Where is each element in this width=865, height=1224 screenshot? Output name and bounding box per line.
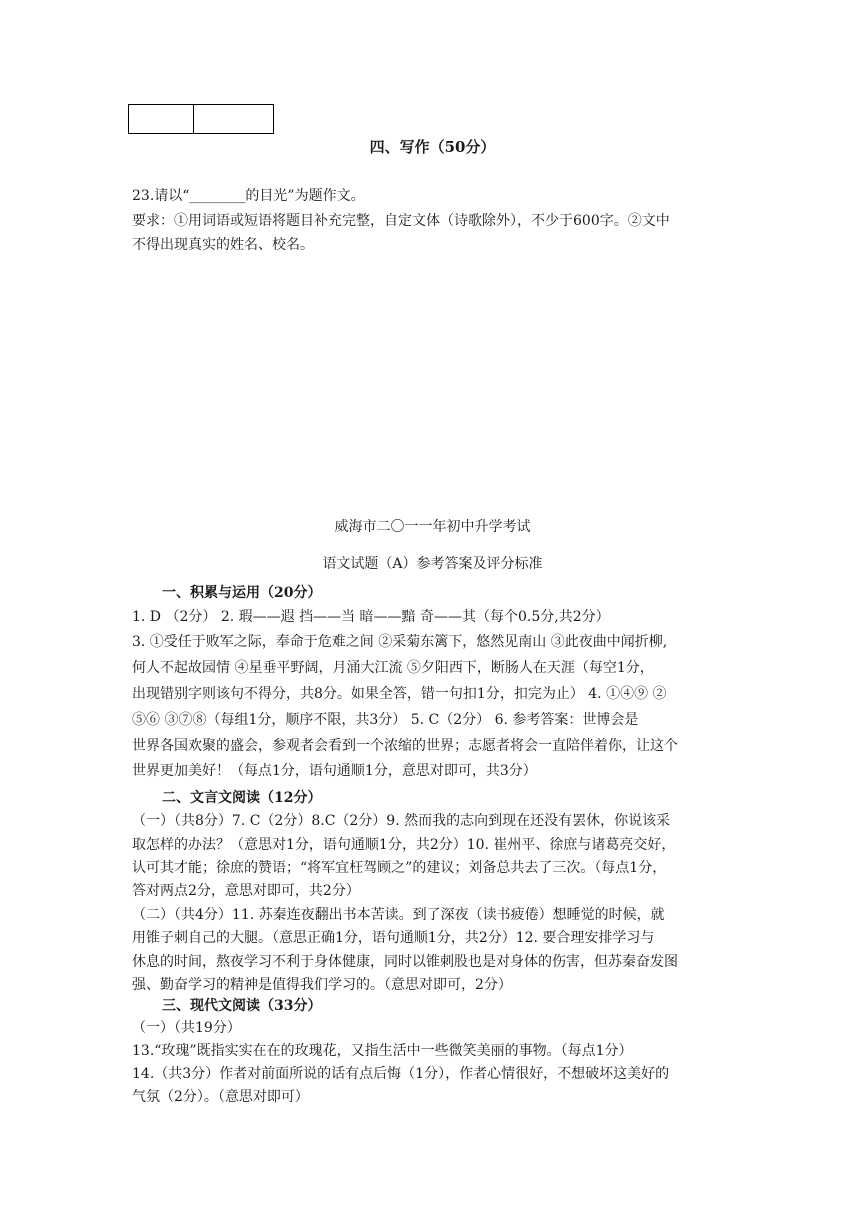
section-2-line: 强、勤奋学习的精神是值得我们学习的。（意思对即可，2分） xyxy=(132,977,512,993)
score-box xyxy=(128,104,274,134)
question-23: 23.请以“________的目光”为题作文。 xyxy=(132,188,365,204)
writing-heading: 四、写作（50分） xyxy=(369,138,496,156)
section-3-line: 14.（共3分）作者对前面所说的话有点后悔（1分），作者心情很好，不想破坏这美好的 xyxy=(132,1066,670,1082)
section-1-line: 世界更加美好！（每点1分，语句通顺1分，意思对即可，共3分） xyxy=(132,763,537,779)
section-3-line: 13.“玫瑰”既指实实在在的玫瑰花，又指生活中一些微笑美丽的事物。（每点1分） xyxy=(132,1043,633,1059)
section-3-heading: 三、现代文阅读（33分） xyxy=(162,998,322,1014)
section-2-line: 答对两点2分，意思对即可，共2分） xyxy=(132,883,360,899)
answer-key-subtitle: 语文试题（A）参考答案及评分标准 xyxy=(322,556,543,572)
section-1-line: 何人不起故园情 ④星垂平野阔，月涌大江流 ⑤夕阳西下，断肠人在天涯（每空1分， xyxy=(132,660,654,676)
section-2-heading: 二、文言文阅读（12分） xyxy=(162,790,322,806)
section-1-line: 出现错别字则该句不得分，共8分。如果全答，错一句扣1分，扣完为止） 4. ①④⑨ ② xyxy=(132,686,667,702)
section-1-line: ⑤⑥ ③⑦⑧（每组1分，顺序不限，共3分） 5. C（2分） 6. 参考答案：世博会是 xyxy=(132,712,639,728)
writing-requirement-line-2: 不得出现真实的姓名、校名。 xyxy=(132,237,314,253)
writing-requirement-line-1: 要求：①用词语或短语将题目补充完整，自定文体（诗歌除外），不少于600字。②文中 xyxy=(132,213,670,229)
section-2-line: 休息的时间，熬夜学习不利于身体健康，同时以锥刺股也是对身体的伤害，但苏秦奋发图 xyxy=(132,954,678,970)
section-2-line: （一）（共8分）7. C（2分）8.C（2分）9. 然而我的志向到现在还没有罢休，你说该采 xyxy=(132,813,671,829)
score-box-left-cell xyxy=(129,105,194,133)
section-3-line: 气氛（2分）。（意思对即可） xyxy=(132,1089,309,1105)
score-box-right-cell xyxy=(194,105,273,133)
section-1-heading: 一、积累与运用（20分） xyxy=(162,585,322,601)
section-3-line: （一）（共19分） xyxy=(132,1020,241,1036)
section-1-line: 3. ①受任于败军之际，奉命于危难之间 ②采菊东篱下，悠然见南山 ③此夜曲中闻折柳, xyxy=(132,634,668,650)
section-2-line: 认可其才能；徐庶的赞语；“将军宜枉驾顾之”的建议；刘备总共去了三次。（每点1分， xyxy=(132,860,667,876)
section-2-line: 取怎样的办法？（意思对1分，语句通顺1分，共2分）10. 崔州平、徐庶与诸葛亮交好， xyxy=(132,837,676,853)
exam-title: 威海市二〇一一年初中升学考试 xyxy=(334,519,531,535)
section-2-line: 用锥子刺自己的大腿。（意思正确1分，语句通顺1分，共2分）12. 要合理安排学习与 xyxy=(132,930,655,946)
section-1-line: 1. D （2分） 2. 瑕——遐 挡——当 暗——黯 奇——其（每个0.5分,共2分） xyxy=(132,609,610,625)
section-1-line: 世界各国欢聚的盛会，参观者会看到一个浓缩的世界；志愿者将会一直陪伴着你，让这个 xyxy=(132,738,678,754)
section-2-line: （二）（共4分）11. 苏秦连夜翻出书本苦读。到了深夜（读书疲倦）想睡觉的时候，就 xyxy=(132,907,665,923)
